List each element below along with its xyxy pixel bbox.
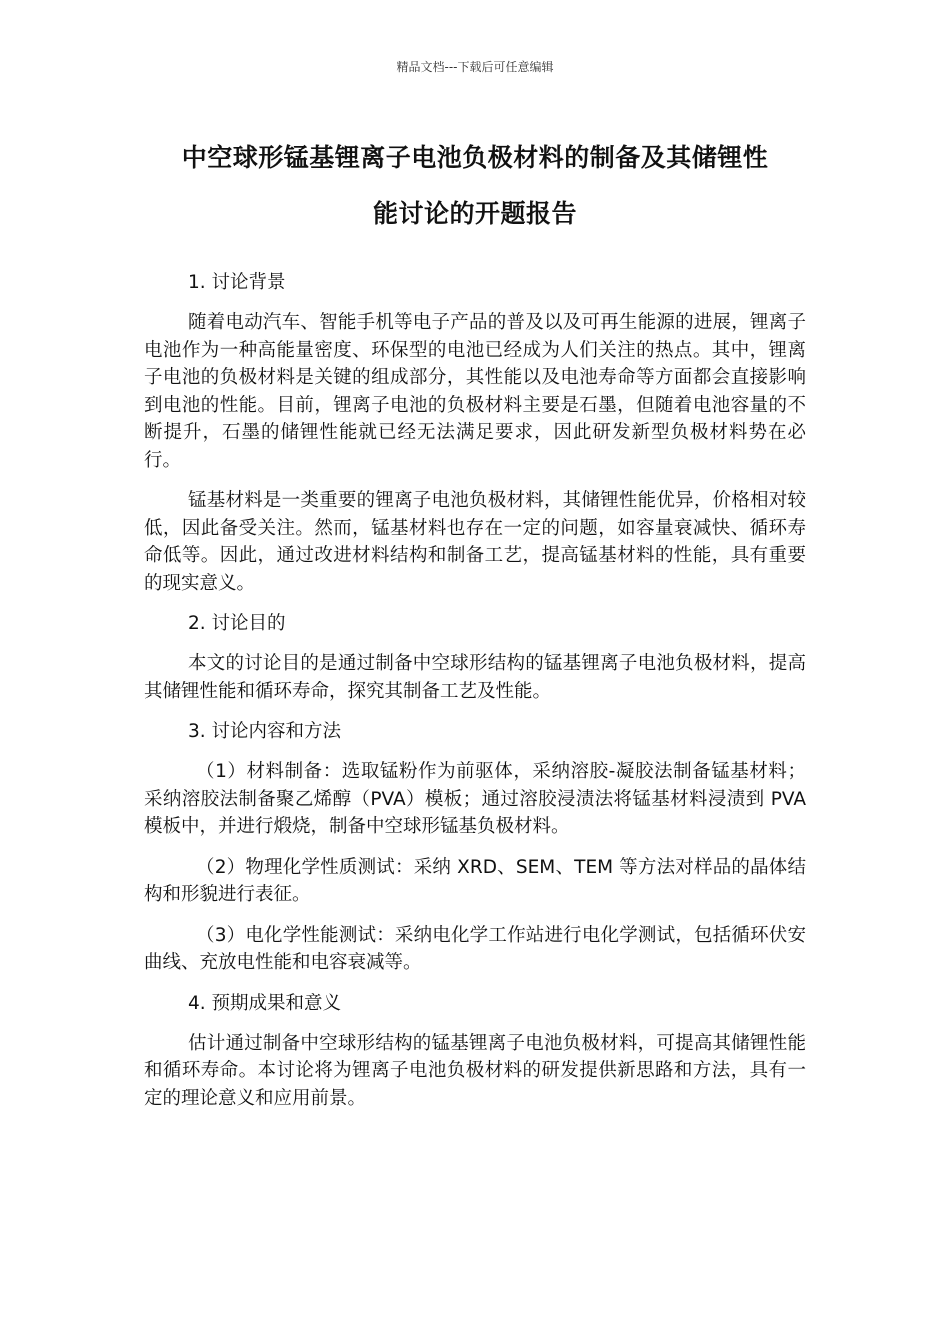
paragraph-background-2: 锰基材料是一类重要的锂离子电池负极材料，其储锂性能优异，价格相对较低，因此备受关注。然而，锰基材料也存在一定的问题，如容量衰减快、循环寿命低等。因此，通过改进材料结构和制备工艺，提高锰基材料的性能，具有重要的现实意义。 <box>144 490 806 594</box>
paragraph-expected-results: 估计通过制备中空球形结构的锰基锂离子电池负极材料，可提高其储锂性能和循环寿命。本讨论将为锂离子电池负极材料的研发提供新思路和方法，具有一定的理论意义和应用前景。 <box>144 1032 806 1109</box>
section-heading-expected-results: 4. 预期成果和意义 <box>188 992 342 1014</box>
section-heading-purpose: 2. 讨论目的 <box>188 613 286 634</box>
method-item-preparation: （1）材料制备：选取锰粉作为前驱体，采纳溶胶-凝胶法制备锰基材料；采纳溶胶法制备聚乙烯醇（PVA）模板；通过溶胶浸渍法将锰基材料浸渍到 PVA 模板中，并进行煅烧，制备中空球形锰基负极材料。 <box>144 761 806 837</box>
document-body <box>144 268 806 1112</box>
document-title-line-1: 中空球形锰基锂离子电池负极材料的制备及其储锂性 <box>181 143 769 172</box>
method-item-electrochemical-tests: （3）电化学性能测试：采纳电化学工作站进行电化学测试，包括循环伏安曲线、充放电性能和电容衰减等。 <box>144 924 806 973</box>
paragraph-purpose: 本文的讨论目的是通过制备中空球形结构的锰基锂离子电池负极材料，提高其储锂性能和循环寿命，探究其制备工艺及性能。 <box>144 653 806 702</box>
section-heading-content-methods: 3. 讨论内容和方法 <box>188 721 342 742</box>
method-item-physical-chemical-tests: （2）物理化学性质测试：采纳 XRD、SEM、TEM 等方法对样品的晶体结构和形貌进行表征。 <box>144 856 806 905</box>
document-title-line-2: 能讨论的开题报告 <box>372 199 577 228</box>
section-heading-background: 1. 讨论背景 <box>188 272 286 293</box>
paragraph-background-1: 随着电动汽车、智能手机等电子产品的普及以及可再生能源的进展，锂离子电池作为一种高能量密度、环保型的电池已经成为人们关注的热点。其中，锂离子电池的负极材料是关键的组成部分，其性能以及电池寿命等方面都会直接影响到电池的性能。目前，锂离子电池的负极材料主要是石墨，但随着电池容量的不断提升，石墨的储锂性能就已经无法满足要求，因此研发新型负极材料势在必行。 <box>144 312 806 471</box>
header-note: 精品文档---下载后可任意编辑 <box>396 60 554 74</box>
